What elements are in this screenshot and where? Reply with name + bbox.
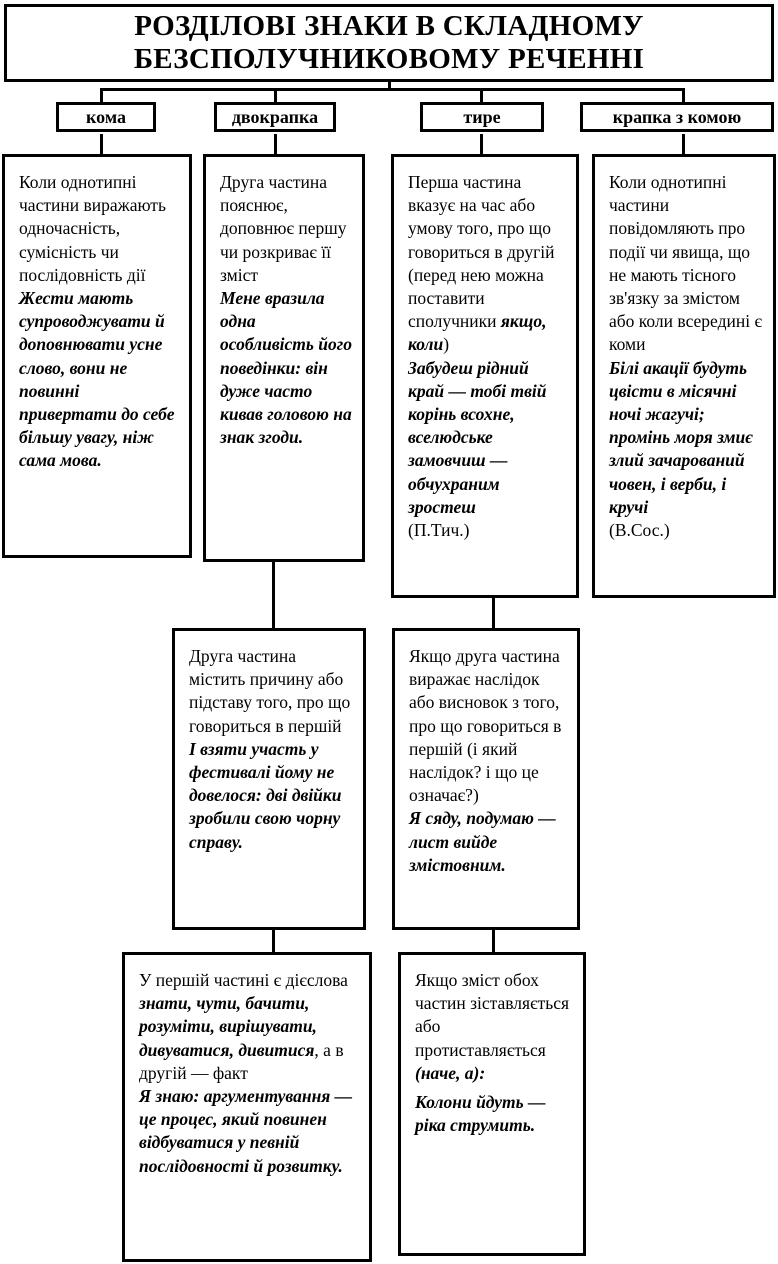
- category-semicolon-label: крапка з комою: [612, 106, 742, 127]
- connector-top-horizontal: [100, 88, 685, 91]
- colon-example-3: Я знаю: аргументування — це процес, який повинен відбуватися у певній послідовності й розвитку.: [139, 1086, 353, 1176]
- dash-example-2: Я сяду, подумаю — лист вийде змістовним.: [409, 808, 556, 875]
- title-line-1: РОЗДІЛОВІ ЗНАКИ В СКЛАДНОМУ: [134, 10, 644, 42]
- colon-rule-3-end: , а в другій — факт: [139, 1039, 344, 1083]
- colon-rule-box-1: [203, 154, 365, 562]
- connector-dash-level2: [492, 596, 495, 630]
- dash-rule-text-3: Якщо зміст обох частин зіставляється або протиставляється: [415, 970, 570, 1060]
- dash-example-1: Забудеш рідний край — тобі твій корінь всохне, вселюдське замовчиш — обчухраним зростеш: [408, 357, 547, 517]
- dash-example-1-author: (П.Тич.): [408, 520, 470, 541]
- semicolon-rule-text: Коли однотипні частини повідомляють про події чи явища, що не мають тісного зв'язку за змістом або коли всередині є коми: [609, 172, 762, 355]
- connector-colon-top: [274, 88, 277, 102]
- colon-rule-3-verbs: знати, чути, бачити, розуміти, вирішувати, дивуватися, дивитися: [139, 993, 317, 1060]
- colon-rule-text-3: [139, 969, 359, 1085]
- dash-rule-text-1-main: Перша частина вказує на час або умову того, про що говориться в другій (перед нею можна поставити сполучники: [408, 172, 555, 332]
- dash-rule-close: ): [443, 334, 450, 355]
- dash-rule-text-2: Якщо друга частина виражає наслідок або висновок з того, про що говориться в першій (і який наслідок? і що це означає?): [409, 646, 562, 806]
- colon-example-2: І взяти участь у фестивалі йому не довелося: дві двійки зробили свою чорну справу.: [189, 738, 342, 852]
- dash-rule-box-3: [398, 952, 586, 1256]
- colon-rule-text-1: Друга частина пояснює, доповнює першу чи розкриває її зміст: [220, 172, 347, 285]
- connector-semicolon-bottom: [682, 134, 685, 156]
- connector-colon-bottom: [274, 134, 277, 156]
- connector-dash-top: [480, 88, 483, 102]
- connector-dash-level3: [492, 928, 495, 954]
- dash-rule-box-2: [392, 628, 580, 930]
- dash-rule-box-1: [391, 154, 579, 598]
- colon-rule-text-2: Друга частина містить причину або підставу того, про що говориться в першій: [189, 646, 351, 736]
- category-semicolon: [580, 102, 774, 132]
- category-dash: [420, 102, 544, 132]
- colon-example-1: Мене вразила одна особливість його поведінки: він дуже часто кивав головою на знак згоди.: [220, 288, 352, 448]
- dash-rule-conjunctions: якщо, коли: [408, 311, 547, 355]
- category-colon: [214, 102, 336, 132]
- connector-semicolon-top: [682, 88, 685, 102]
- coma-rule-box: [2, 154, 192, 558]
- dash-conjunctions-3: (наче, а):: [415, 1062, 486, 1083]
- title-line-2: БЕЗСПОЛУЧНИКОВОМУ РЕЧЕННІ: [133, 43, 645, 75]
- connector-colon-level2: [272, 560, 275, 630]
- category-coma-label: кома: [86, 106, 126, 127]
- category-colon-label: двокрапка: [231, 106, 319, 127]
- colon-rule-box-2: [172, 628, 366, 930]
- connector-colon-level3: [272, 928, 275, 954]
- connector-title-down: [388, 80, 391, 90]
- semicolon-example: Білі акації будуть цвісти в місячні ночі жагучі; промінь моря змиє злий зачарований човен, і верби, і кручі: [609, 357, 753, 517]
- category-coma: [56, 102, 156, 132]
- connector-dash-bottom: [480, 134, 483, 156]
- semicolon-rule-box: [592, 154, 776, 598]
- colon-rule-3-start: У першій частині є дієслова: [139, 970, 348, 990]
- coma-example: Жести мають супроводжувати й доповнювати усне слово, вони не повинні привертати до себе більшу увагу, ніж сама мова.: [19, 288, 175, 471]
- dash-rule-text-1: [408, 171, 566, 357]
- coma-rule-text: Коли однотипні частини виражають одночасність, сумісність чи послідовність дії: [19, 172, 166, 285]
- colon-rule-box-3: [122, 952, 372, 1262]
- semicolon-example-author: (В.Сос.): [609, 520, 670, 541]
- connector-coma-bottom: [100, 134, 103, 156]
- connector-coma-top: [100, 88, 103, 102]
- diagram-title: [4, 4, 774, 82]
- category-dash-label: тире: [463, 106, 501, 127]
- dash-example-3: Колони йдуть — ріка струмить.: [415, 1092, 546, 1136]
